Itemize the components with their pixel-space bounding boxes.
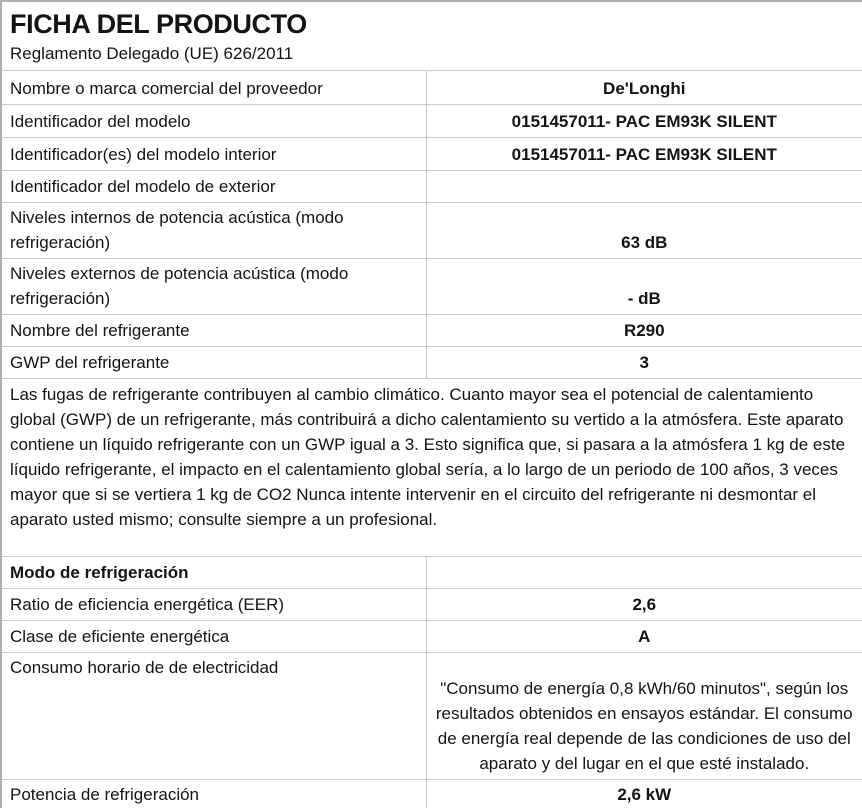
row-value: "Consumo de energía 0,8 kWh/60 minutos", según los resultados obtenidos en ensayos estándar. El consumo de energía real depende de las condiciones de uso del aparato y del lugar en el que esté instalado. (426, 653, 862, 780)
page-title: FICHA DEL PRODUCTO (10, 9, 307, 39)
row-label: Identificador del modelo (1, 105, 426, 138)
row-label: Nombre o marca comercial del proveedor (1, 71, 426, 105)
row-energy-class (1, 621, 862, 653)
row-value (426, 171, 862, 203)
row-model-identifier (1, 105, 862, 138)
row-label: Identificador(es) del modelo interior (1, 138, 426, 171)
row-value: 0151457011- PAC EM93K SILENT (426, 138, 862, 171)
row-label: Consumo horario de de electricidad (1, 653, 426, 780)
row-label: Potencia de refrigeración (1, 780, 426, 808)
row-supplier-name (1, 71, 862, 105)
row-value: R290 (426, 315, 862, 347)
row-indoor-sound-power (1, 203, 862, 259)
row-label: Niveles internos de potencia acústica (modo refrigeración) (1, 203, 426, 259)
refrigerant-note: Las fugas de refrigerante contribuyen al cambio climático. Cuanto mayor sea el potencial de calentamiento global (GWP) de un refrigerante, más contribuirá a dicho calentamiento su vertido a la atmósfera. Este aparato contiene un líquido refrigerante con un GWP igual a 3. Esto significa que, si pasara a la atmósfera 1 kg de este líquido refrigerante, el impacto en el calentamiento global sería, a lo largo de un periodo de 100 años, 3 veces mayor que si se vertiera 1 kg de CO2 Nunca intente intervenir en el circuito del refrigerante ni desmontar el aparato usted mismo; consulte siempre a un profesional. (1, 379, 862, 557)
row-label: Nombre del refrigerante (1, 315, 426, 347)
row-indoor-model-identifier (1, 138, 862, 171)
row-label: GWP del refrigerante (1, 347, 426, 379)
row-label: Niveles externos de potencia acústica (modo refrigeración) (1, 259, 426, 315)
row-value (426, 557, 862, 589)
section-label: Modo de refrigeración (1, 557, 426, 589)
row-refrigerant-gwp (1, 347, 862, 379)
row-value: 2,6 (426, 589, 862, 621)
row-value: 2,6 kW (426, 780, 862, 808)
header-row (1, 1, 862, 71)
note-row (1, 379, 862, 557)
row-label: Ratio de eficiencia energética (EER) (1, 589, 426, 621)
row-hourly-consumption (1, 653, 862, 780)
row-value: 3 (426, 347, 862, 379)
row-outdoor-sound-power (1, 259, 862, 315)
row-value: A (426, 621, 862, 653)
row-eer (1, 589, 862, 621)
row-value: 0151457011- PAC EM93K SILENT (426, 105, 862, 138)
row-value: De'Longhi (426, 71, 862, 105)
row-label: Clase de eficiente energética (1, 621, 426, 653)
page-subtitle: Reglamento Delegado (UE) 626/2011 (10, 44, 294, 63)
row-cooling-power (1, 780, 862, 808)
row-cooling-mode-section (1, 557, 862, 589)
row-value: 63 dB (426, 203, 862, 259)
row-refrigerant-name (1, 315, 862, 347)
document-header (1, 1, 862, 71)
row-label: Identificador del modelo de exterior (1, 171, 426, 203)
row-value: - dB (426, 259, 862, 315)
row-outdoor-model-identifier (1, 171, 862, 203)
